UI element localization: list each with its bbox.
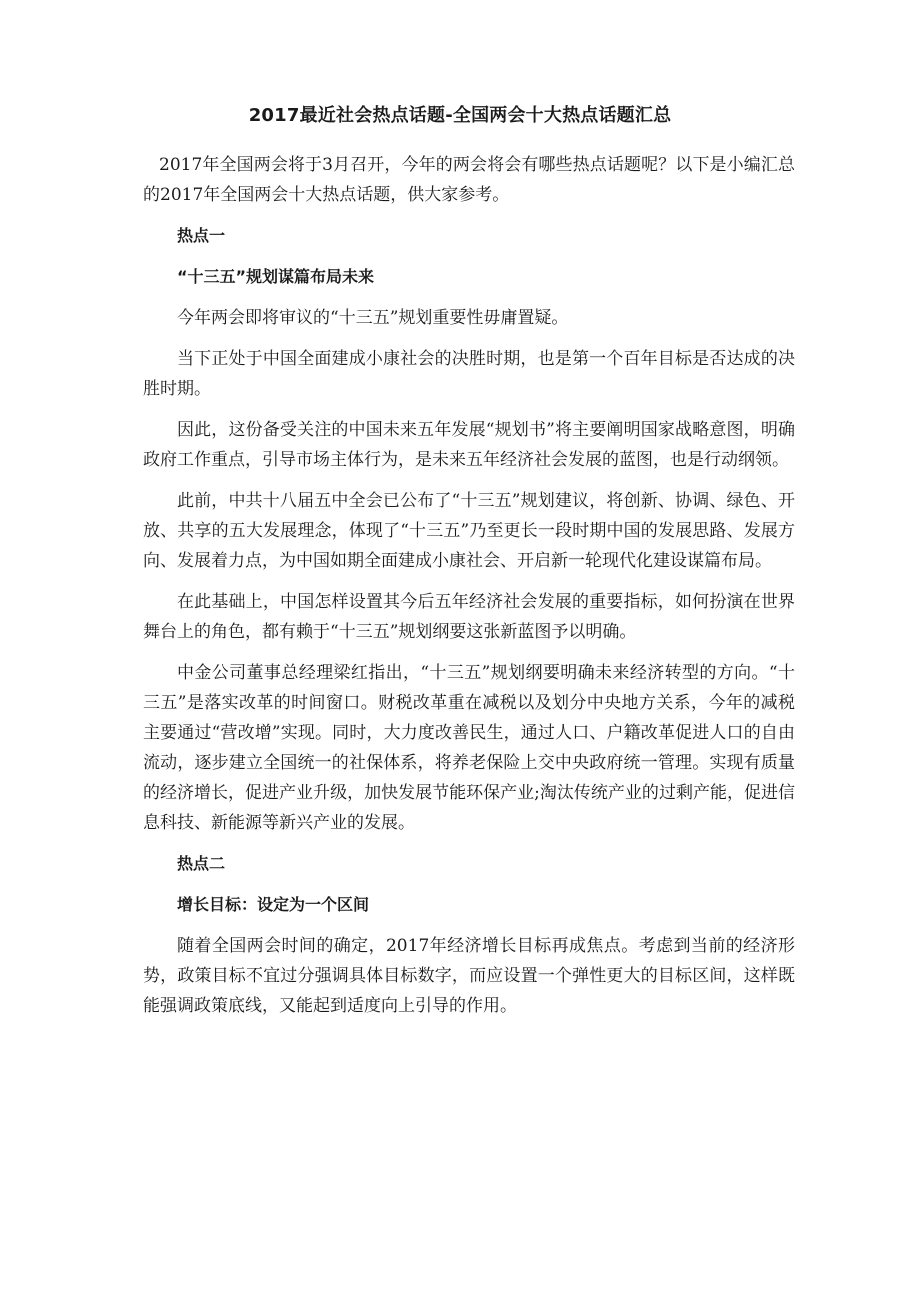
hotspot2-heading: 增长目标：设定为一个区间 bbox=[177, 895, 370, 914]
hotspot1-paragraph: 今年两会即将审议的“十三五”规划重要性毋庸置疑。 bbox=[177, 308, 569, 328]
hotspot2-paragraph: 随着全国两会时间的确定，2017年经济增长目标再成焦点。考虑到当前的经济形势，政策目标不宜过分强调具体目标数字，而应设置一个弹性更大的目标区间，这样既能强调政策底线，又能起到适度向上引导的作用。 bbox=[143, 936, 795, 1016]
hotspot1-paragraph: 因此，这份备受关注的中国未来五年发展“规划书”将主要阐明国家战略意图，明确政府工作重点，引导市场主体行为，是未来五年经济社会发展的蓝图，也是行动纲领。 bbox=[143, 420, 795, 470]
hotspot1-paragraph: 中金公司董事总经理梁红指出，“十三五”规划纲要明确未来经济转型的方向。“十三五”是落实改革的时间窗口。财税改革重在减税以及划分中央地方关系，今年的减税主要通过“营改增”实现。同时，大力度改善民生，通过人口、户籍改革促进人口的自由流动，逐步建立全国统一的社保体系，将养老保险上交中央政府统一管理。实现有质量的经济增长，促进产业升级，加快发展节能环保产业;淘汰传统产业的过剩产能，促进信息科技、新能源等新兴产业的发展。 bbox=[143, 663, 795, 833]
hotspot2-label: 热点二 bbox=[177, 854, 226, 873]
hotspot1-label: 热点一 bbox=[177, 226, 226, 245]
intro-paragraph: 2017年全国两会将于3月召开，今年的两会将会有哪些热点话题呢？以下是小编汇总的2017年全国两会十大热点话题，供大家参考。 bbox=[143, 155, 795, 205]
hotspot1-paragraph: 当下正处于中国全面建成小康社会的决胜时期，也是第一个百年目标是否达成的决胜时期。 bbox=[143, 349, 795, 399]
document-body bbox=[143, 150, 795, 1032]
hotspot1-heading: “十三五”规划谋篇布局未来 bbox=[177, 267, 375, 286]
hotspot1-paragraph: 此前，中共十八届五中全会已公布了“十三五”规划建议，将创新、协调、绿色、开放、共享的五大发展理念，体现了“十三五”乃至更长一段时期中国的发展思路、发展方向、发展着力点，为中国如期全面建成小康社会、开启新一轮现代化建设谋篇布局。 bbox=[143, 491, 795, 571]
hotspot1-paragraph: 在此基础上，中国怎样设置其今后五年经济社会发展的重要指标，如何扮演在世界舞台上的角色，都有赖于“十三五”规划纲要这张新蓝图予以明确。 bbox=[143, 592, 795, 642]
document-title: 2017最近社会热点话题-全国两会十大热点话题汇总 bbox=[248, 105, 672, 126]
